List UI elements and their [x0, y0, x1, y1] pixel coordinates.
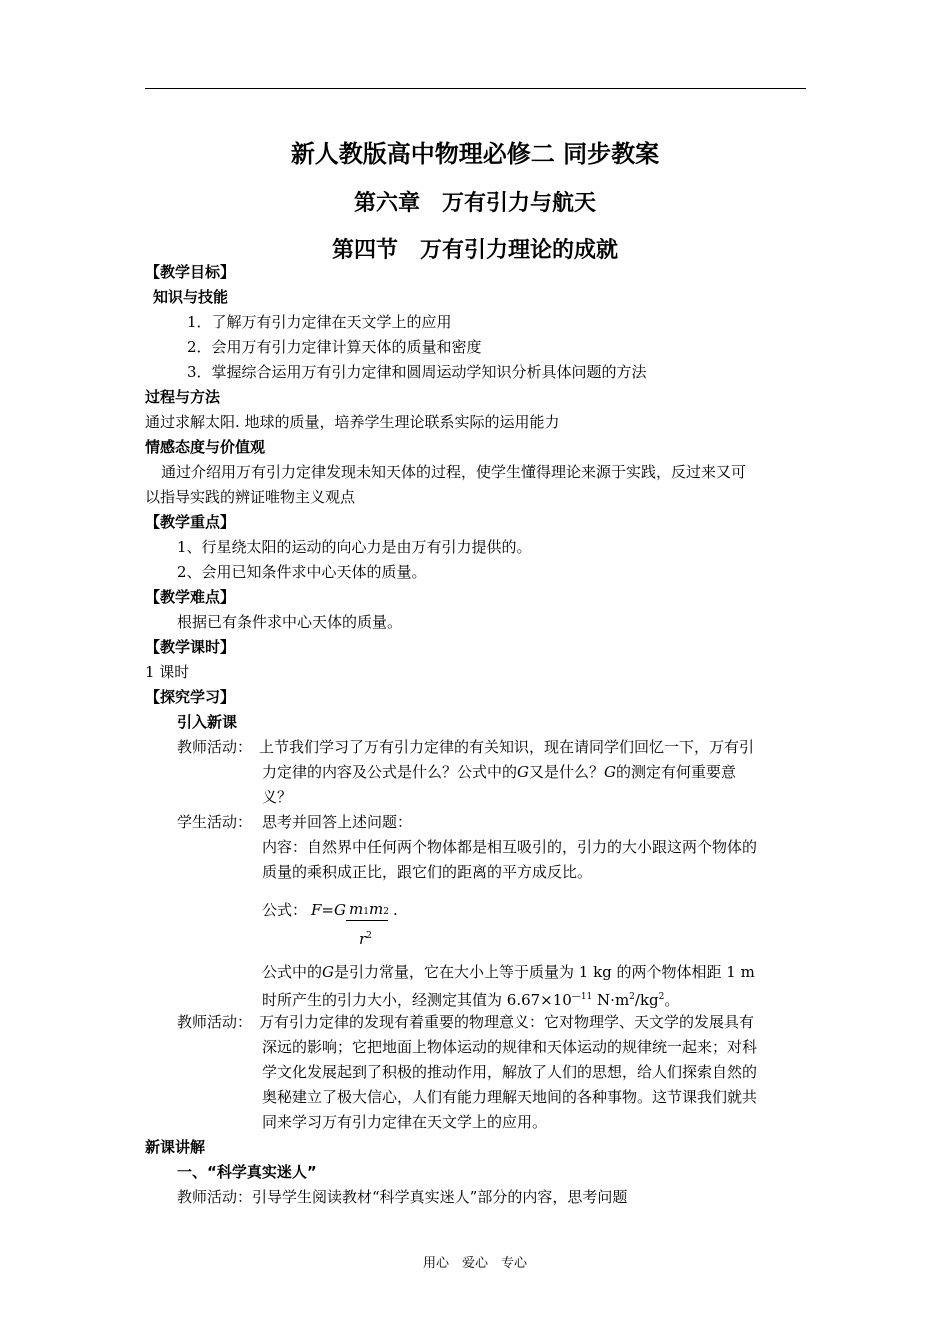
key-point-item: 2、会用已知条件求中心天体的质量。 — [177, 563, 427, 581]
teacher-activity-line1: 上节我们学习了万有引力定律的有关知识，现在请同学们回忆一下，万有引 — [259, 738, 755, 756]
symbol-G: G — [604, 763, 616, 781]
page-footer: 用心 爱心 专心 — [422, 1256, 527, 1271]
teacher-activity2-line: 学文化发展起到了积极的推动作用，解放了人们的思想，给人们探索自然的 — [262, 1063, 758, 1081]
emotion-heading: 情感态度与价值观 — [145, 438, 266, 456]
top-rule — [145, 88, 806, 89]
teacher-activity3: 教师活动：引导学生阅读教材“科学真实迷人”部分的内容，思考问题 — [177, 1188, 628, 1206]
emotion-text-line2: 以指导实践的辨证唯物主义观点 — [145, 488, 356, 506]
teacher-activity2-line: 万有引力定律的发现有着重要的物理意义：它对物理学、天文学的发展具有 — [259, 1013, 755, 1031]
knowledge-heading: 知识与技能 — [153, 288, 229, 306]
g-constant-line1: 公式中的G是引力常量，它在大小上等于质量为 1 kg 的两个物体相距 1 m — [262, 963, 755, 981]
teacher-activity-line2: 力定律的内容及公式是什么？公式中的G又是什么？G的测定有何重要意 — [262, 763, 737, 781]
law-content-line2: 质量的乘积成正比，跟它们的距离的平方成反比。 — [262, 863, 593, 881]
formula-lhs: F=G — [311, 901, 346, 919]
formula-period: . — [393, 901, 398, 919]
emotion-text-line1: 通过介绍用万有引力定律发现未知天体的过程，使学生懂得理论来源于实践，反过来又可 — [161, 463, 747, 481]
process-heading: 过程与方法 — [145, 388, 221, 406]
inquiry-heading: 【探究学习】 — [145, 688, 236, 706]
knowledge-item: 1．了解万有引力定律在天文学上的应用 — [187, 313, 452, 331]
difficulty-heading: 【教学难点】 — [145, 588, 236, 606]
law-content-line1: 内容：自然界中任何两个物体都是相互吸引的，引力的大小跟这两个物体的 — [262, 838, 758, 856]
section-title: 第四节 万有引力理论的成就 — [331, 238, 618, 263]
process-text: 通过求解太阳. 地球的质量，培养学生理论联系实际的运用能力 — [145, 413, 560, 431]
teacher-activity-label: 教师活动： — [177, 738, 253, 756]
symbol-G: G — [517, 763, 529, 781]
hours-heading: 【教学课时】 — [145, 638, 236, 656]
teacher-activity2-line: 同来学习万有引力定律在天文学上的应用。 — [262, 1113, 548, 1131]
document-title: 新人教版高中物理必修二 同步教案 — [290, 140, 660, 168]
knowledge-item: 2．会用万有引力定律计算天体的质量和密度 — [187, 338, 482, 356]
key-points-heading: 【教学重点】 — [145, 513, 236, 531]
key-point-item: 1、行星绕太阳的运动的向心力是由万有引力提供的。 — [177, 538, 532, 556]
objectives-heading: 【教学目标】 — [145, 263, 236, 281]
intro-heading: 引入新课 — [177, 713, 238, 731]
teacher-activity-label: 教师活动： — [177, 1013, 253, 1031]
teacher-activity2-line: 深远的影响；它把地面上物体运动的规律和天体运动的规律统一起来；对科 — [262, 1038, 758, 1056]
knowledge-item: 3．掌握综合运用万有引力定律和圆周运动学知识分析具体问题的方法 — [187, 363, 647, 381]
new-lesson-heading: 新课讲解 — [145, 1138, 206, 1156]
fraction-bar — [346, 920, 388, 921]
g-constant-line2: 时所产生的引力大小，经测定其值为 $6.67\times 10^{—11}$ $N\cdot m^2/kg^2$。 — [262, 991, 680, 1009]
formula-label: 公式： — [262, 901, 308, 919]
formula-denominator: $r^2$ — [359, 930, 372, 948]
hours-text: 1 课时 — [145, 663, 190, 681]
student-activity-label: 学生活动： — [177, 813, 253, 831]
formula-numerator: m1m2 — [349, 900, 389, 918]
subsection-heading: 一、“科学真实迷人” — [177, 1163, 317, 1181]
student-activity-text: 思考并回答上述问题： — [262, 813, 413, 831]
teacher-activity2-line: 奥秘建立了极大信心，人们有能力理解天地间的各种事物。这节课我们就共 — [262, 1088, 758, 1106]
difficulty-text: 根据已有条件求中心天体的质量。 — [177, 613, 403, 631]
chapter-title: 第六章 万有引力与航天 — [353, 191, 596, 216]
teacher-activity-line3: 义？ — [262, 788, 293, 806]
